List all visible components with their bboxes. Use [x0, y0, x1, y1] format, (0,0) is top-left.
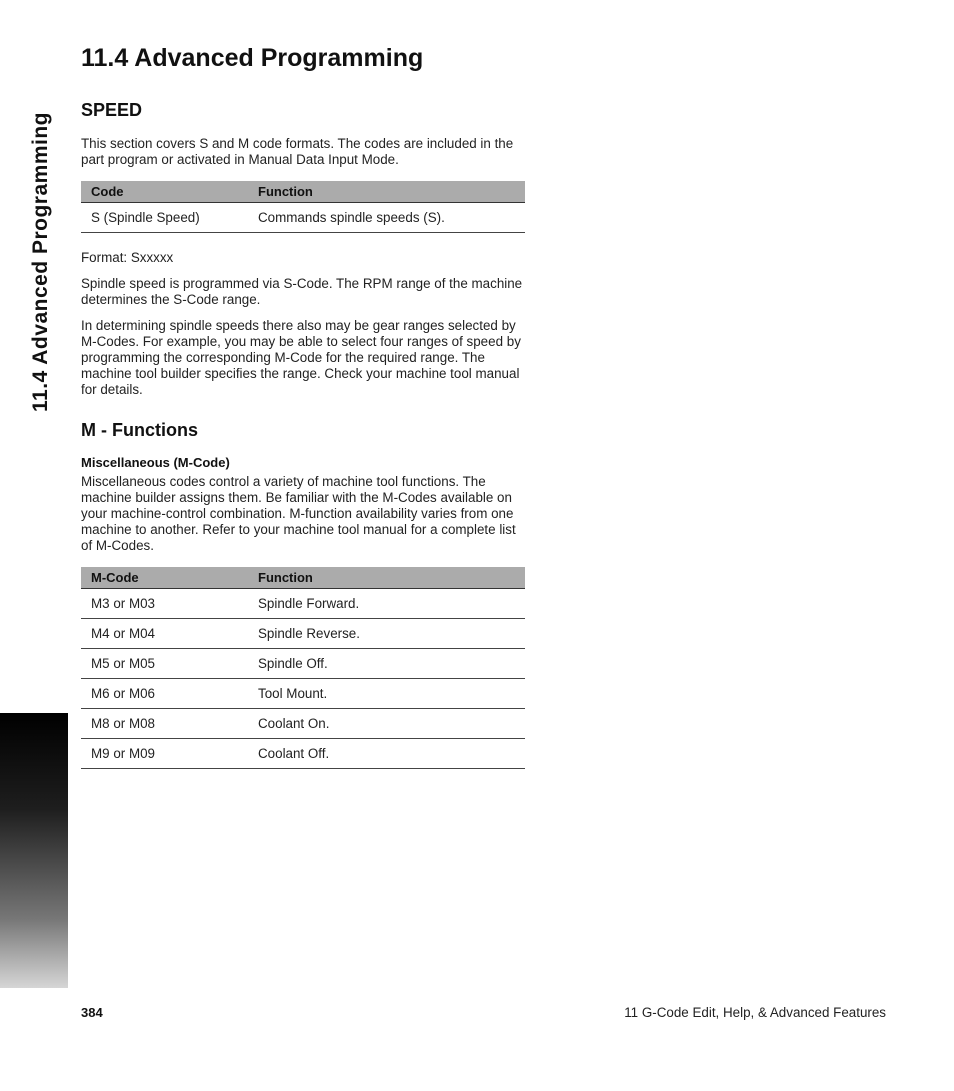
table-cell: M5 or M05 [81, 649, 248, 679]
table-cell: Commands spindle speeds (S). [248, 203, 525, 233]
page-content [81, 44, 525, 769]
page-number: 384 [81, 1005, 103, 1020]
speed-paragraph: Spindle speed is programmed via S-Code. The RPM range of the machine determines the S-Code range. [81, 276, 523, 307]
speed-intro: This section covers S and M code formats. The codes are included in the part program or activated in Manual Data Input Mode. [81, 136, 514, 167]
speed-table [81, 181, 525, 233]
table-cell: M3 or M03 [81, 589, 248, 619]
mcode-table [81, 567, 525, 769]
mfunctions-subheading: Miscellaneous (M-Code) [81, 455, 230, 470]
table-cell: S (Spindle Speed) [81, 203, 248, 233]
table-cell: Coolant On. [248, 709, 525, 739]
speed-paragraph: In determining spindle speeds there also may be gear ranges selected by M-Codes. For example, you may be able to select four ranges of speed by programming the corresponding M-Code for the required range. The machine tool builder specifies the range. Check your machine tool manual for details. [81, 318, 521, 397]
table-cell: M4 or M04 [81, 619, 248, 649]
table-header-row [81, 181, 525, 203]
table-cell: M6 or M06 [81, 679, 248, 709]
page-footer [81, 1005, 886, 1023]
side-thumb-tab [0, 713, 68, 988]
side-chapter-label: 11.4 Advanced Programming [29, 112, 52, 412]
chapter-title: 11 G-Code Edit, Help, & Advanced Features [624, 1005, 886, 1020]
table-row [81, 679, 525, 709]
column-header: Code [81, 181, 248, 203]
table-row [81, 739, 525, 769]
table-cell: Spindle Reverse. [248, 619, 525, 649]
table-cell: M8 or M08 [81, 709, 248, 739]
table-cell: M9 or M09 [81, 739, 248, 769]
column-header: Function [248, 181, 525, 203]
mfunctions-heading: M - Functions [81, 420, 198, 440]
page-title: 11.4 Advanced Programming [81, 44, 424, 72]
table-row [81, 649, 525, 679]
table-cell: Spindle Forward. [248, 589, 525, 619]
table-row [81, 589, 525, 619]
table-header-row [81, 567, 525, 589]
table-row [81, 203, 525, 233]
column-header: Function [248, 567, 525, 589]
table-cell: Spindle Off. [248, 649, 525, 679]
table-row [81, 709, 525, 739]
speed-heading: SPEED [81, 100, 143, 120]
table-cell: Coolant Off. [248, 739, 525, 769]
column-header: M-Code [81, 567, 248, 589]
speed-format: Format: Sxxxxx [81, 250, 174, 265]
mfunctions-paragraph: Miscellaneous codes control a variety of machine tool functions. The machine builder assigns them. Be familiar with the M-Codes available on your machine-control combination. M-function availability varies from one machine to another. Refer to your machine tool manual for a complete list of M-Codes. [81, 474, 516, 553]
table-row [81, 619, 525, 649]
side-chapter-tab [26, 52, 56, 472]
table-cell: Tool Mount. [248, 679, 525, 709]
